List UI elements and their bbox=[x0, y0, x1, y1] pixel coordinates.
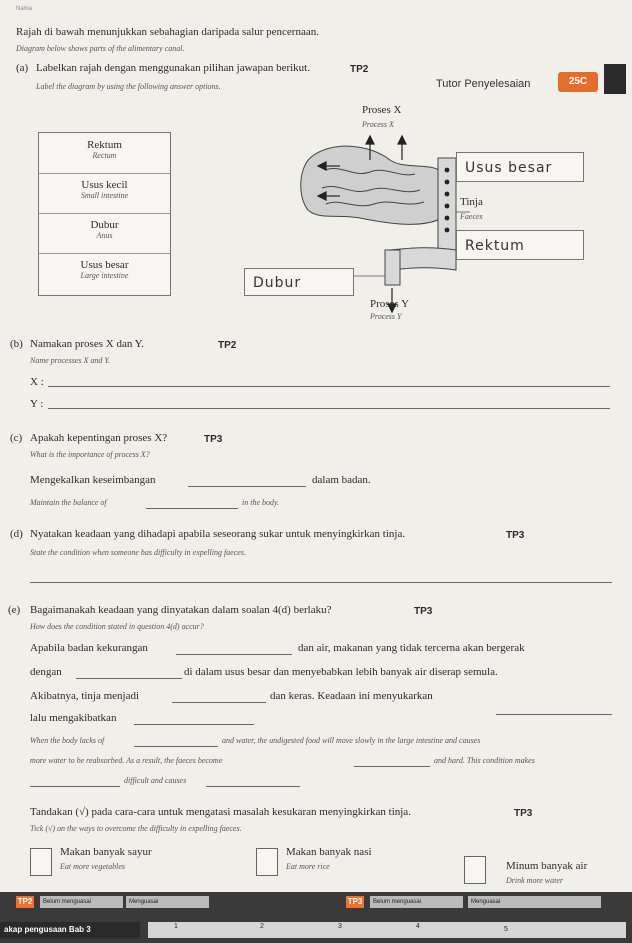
part-f-tp: TP3 bbox=[514, 808, 533, 819]
part-c-sentence-en-2: in the body. bbox=[242, 498, 280, 507]
tick-box-air[interactable] bbox=[464, 856, 486, 884]
footer-menguasai-2: Menguasai bbox=[468, 896, 601, 908]
part-c-sentence-en-1: Maintain the balance of bbox=[30, 498, 107, 507]
option-ms: Dubur bbox=[90, 219, 119, 231]
part-b-label: (b) bbox=[10, 338, 23, 350]
part-c-blank-ms[interactable] bbox=[188, 486, 306, 487]
part-e-question-en: How does the condition stated in question 4(d) occur? bbox=[30, 622, 204, 631]
part-e-blank-3[interactable] bbox=[172, 702, 266, 703]
footer-tp3: TP3 bbox=[347, 897, 363, 906]
part-a-question-en: Label the diagram by using the following answer options. bbox=[36, 82, 221, 91]
option-en: Rectum bbox=[92, 151, 117, 160]
part-d-question-en: State the condition when someone has difficulty in expelling faeces. bbox=[30, 548, 246, 557]
part-b-tp: TP2 bbox=[218, 340, 237, 351]
option-usus-besar bbox=[39, 253, 170, 295]
option-en: Small intestine bbox=[80, 191, 129, 200]
part-e-ms-line2a: dengan bbox=[30, 666, 62, 678]
answer-box-rektum[interactable]: Rektum bbox=[456, 230, 584, 260]
footer-tp2: TP2 bbox=[17, 897, 33, 906]
tinja-label-en: Faeces bbox=[460, 212, 483, 221]
part-e-ms-line2b: di dalam usus besar dan menyebabkan lebih banyak air diserap semula. bbox=[184, 666, 498, 678]
part-e-en-line2a: more water to be reabsorbed. As a result, the faeces become bbox=[30, 756, 223, 765]
part-e-blank-en-3[interactable] bbox=[30, 786, 120, 787]
part-c-blank-en[interactable] bbox=[146, 508, 238, 509]
part-e-blank-1[interactable] bbox=[176, 654, 292, 655]
y-answer-line[interactable] bbox=[48, 408, 610, 409]
part-c-sentence-ms-2: dalam badan. bbox=[312, 474, 371, 486]
proses-x-label-en: Process X bbox=[362, 120, 394, 129]
option-nasi-en: Eat more rice bbox=[286, 862, 330, 871]
tinja-label: Tinja bbox=[460, 196, 483, 208]
footer-belum-2: Belum menguasai bbox=[370, 896, 463, 908]
part-e-en-line1a: When the body lacks of bbox=[30, 736, 105, 745]
scale-number-2: 2 bbox=[260, 923, 264, 930]
part-e-ms-line3b: dan keras. Keadaan ini menyukarkan bbox=[270, 690, 433, 702]
part-c-question-en: What is the importance of process X? bbox=[30, 450, 150, 459]
part-b-question-en: Name processes X and Y. bbox=[30, 356, 111, 365]
part-e-ms-line3a: Akibatnya, tinja menjadi bbox=[30, 690, 140, 702]
part-e-label: (e) bbox=[8, 604, 21, 616]
option-usus-kecil bbox=[39, 173, 170, 214]
part-f-question-en: Tick (√) on the ways to overcome the difficulty in expelling faeces. bbox=[30, 824, 242, 833]
part-a-label: (a) bbox=[16, 62, 29, 74]
intro-ms: Rajah di bawah menunjukkan sebahagian daripada salur pencernaan. bbox=[16, 26, 319, 38]
part-a-question-ms: Labelkan rajah dengan menggunakan pilihan jawapan berikut. bbox=[36, 62, 310, 74]
intro-en: Diagram below shows parts of the alimentary canal. bbox=[16, 44, 185, 53]
part-b-question-ms: Namakan proses X dan Y. bbox=[30, 338, 144, 350]
option-nasi-ms: Makan banyak nasi bbox=[286, 846, 372, 858]
part-f-question-ms: Tandakan (√) pada cara-cara untuk mengatasi masalah kesukaran menyingkirkan tinja. bbox=[30, 806, 411, 818]
name-label: Nama bbox=[16, 6, 33, 12]
proses-y-label: Proses Y bbox=[370, 298, 410, 310]
part-e-ms-line1a: Apabila badan kekurangan bbox=[30, 642, 148, 654]
scale-number-1: 1 bbox=[174, 923, 178, 930]
part-d-answer-line[interactable] bbox=[30, 582, 612, 583]
footer-bottom-text: akap pengusaan Bab 3 bbox=[0, 922, 140, 938]
part-e-ms-line4a: lalu mengakibatkan bbox=[30, 712, 117, 724]
proses-y-label-en: Process Y bbox=[370, 312, 402, 321]
answer-box-dubur[interactable]: Dubur bbox=[244, 268, 354, 296]
part-e-blank-4[interactable] bbox=[496, 714, 612, 715]
part-e-tp: TP3 bbox=[414, 606, 433, 617]
option-en: Anus bbox=[96, 231, 113, 240]
x-answer-line[interactable] bbox=[48, 386, 610, 387]
tick-box-nasi[interactable] bbox=[256, 848, 278, 876]
x-label: X : bbox=[30, 376, 44, 388]
part-d-question-ms: Nyatakan keadaan yang dihadapi apabila seseorang sukar untuk menyingkirkan tinja. bbox=[30, 528, 406, 540]
part-e-blank-en-1[interactable] bbox=[134, 746, 218, 747]
tick-box-sayur[interactable] bbox=[30, 848, 52, 876]
progress-scale bbox=[148, 922, 626, 938]
y-label: Y : bbox=[30, 398, 44, 410]
part-d-label: (d) bbox=[10, 528, 23, 540]
small-intestine-shape bbox=[301, 146, 442, 224]
option-air-en: Drink more water bbox=[506, 876, 564, 885]
part-c-sentence-ms-1: Mengekalkan keseimbangan bbox=[30, 474, 156, 486]
part-e-en-line3a: difficult and causes bbox=[124, 776, 187, 785]
option-sayur-en: Eat more vegetables bbox=[60, 862, 126, 871]
option-en: Large intestine bbox=[80, 271, 129, 280]
scale-number-5: 5 bbox=[504, 926, 508, 933]
part-e-blank-en-4[interactable] bbox=[206, 786, 300, 787]
part-e-en-line1b: and water, the undigested food will move slowly in the large intestine and causes bbox=[222, 736, 481, 745]
footer-belum-1: Belum menguasai bbox=[40, 896, 123, 908]
part-e-en-line2b: and hard. This condition makes bbox=[434, 756, 535, 765]
part-e-ms-line1b: dan air, makanan yang tidak tercerna akan bergerak bbox=[298, 642, 525, 654]
part-d-tp: TP3 bbox=[506, 530, 525, 541]
answer-box-usus-besar[interactable]: Usus besar bbox=[456, 152, 584, 182]
option-ms: Usus kecil bbox=[81, 179, 128, 191]
answer-options-box bbox=[38, 132, 171, 296]
option-rektum bbox=[39, 133, 170, 174]
part-a-tp: TP2 bbox=[350, 64, 369, 75]
tutor-badge: 25C bbox=[558, 72, 598, 92]
scale-number-4: 4 bbox=[416, 923, 420, 930]
part-c-label: (c) bbox=[10, 432, 23, 444]
proses-x-label: Proses X bbox=[362, 104, 402, 116]
option-air-ms: Minum banyak air bbox=[506, 860, 588, 872]
part-e-question-ms: Bagaimanakah keadaan yang dinyatakan dalam soalan 4(d) berlaku? bbox=[30, 604, 332, 616]
option-sayur-ms: Makan banyak sayur bbox=[60, 846, 152, 858]
footer-menguasai-1: Menguasai bbox=[126, 896, 209, 908]
part-e-blank-5[interactable] bbox=[134, 724, 254, 725]
tutor-penyelesaian-label: Tutor Penyelesaian bbox=[436, 78, 531, 90]
part-e-blank-2[interactable] bbox=[76, 678, 182, 679]
part-c-question-ms: Apakah kepentingan proses X? bbox=[30, 432, 168, 444]
option-ms: Usus besar bbox=[80, 259, 129, 271]
option-dubur bbox=[39, 213, 170, 254]
option-ms: Rektum bbox=[87, 139, 122, 151]
part-e-blank-en-2[interactable] bbox=[354, 766, 430, 767]
part-c-tp: TP3 bbox=[204, 434, 223, 445]
qr-corner-icon bbox=[604, 64, 626, 94]
scale-number-3: 3 bbox=[338, 923, 342, 930]
